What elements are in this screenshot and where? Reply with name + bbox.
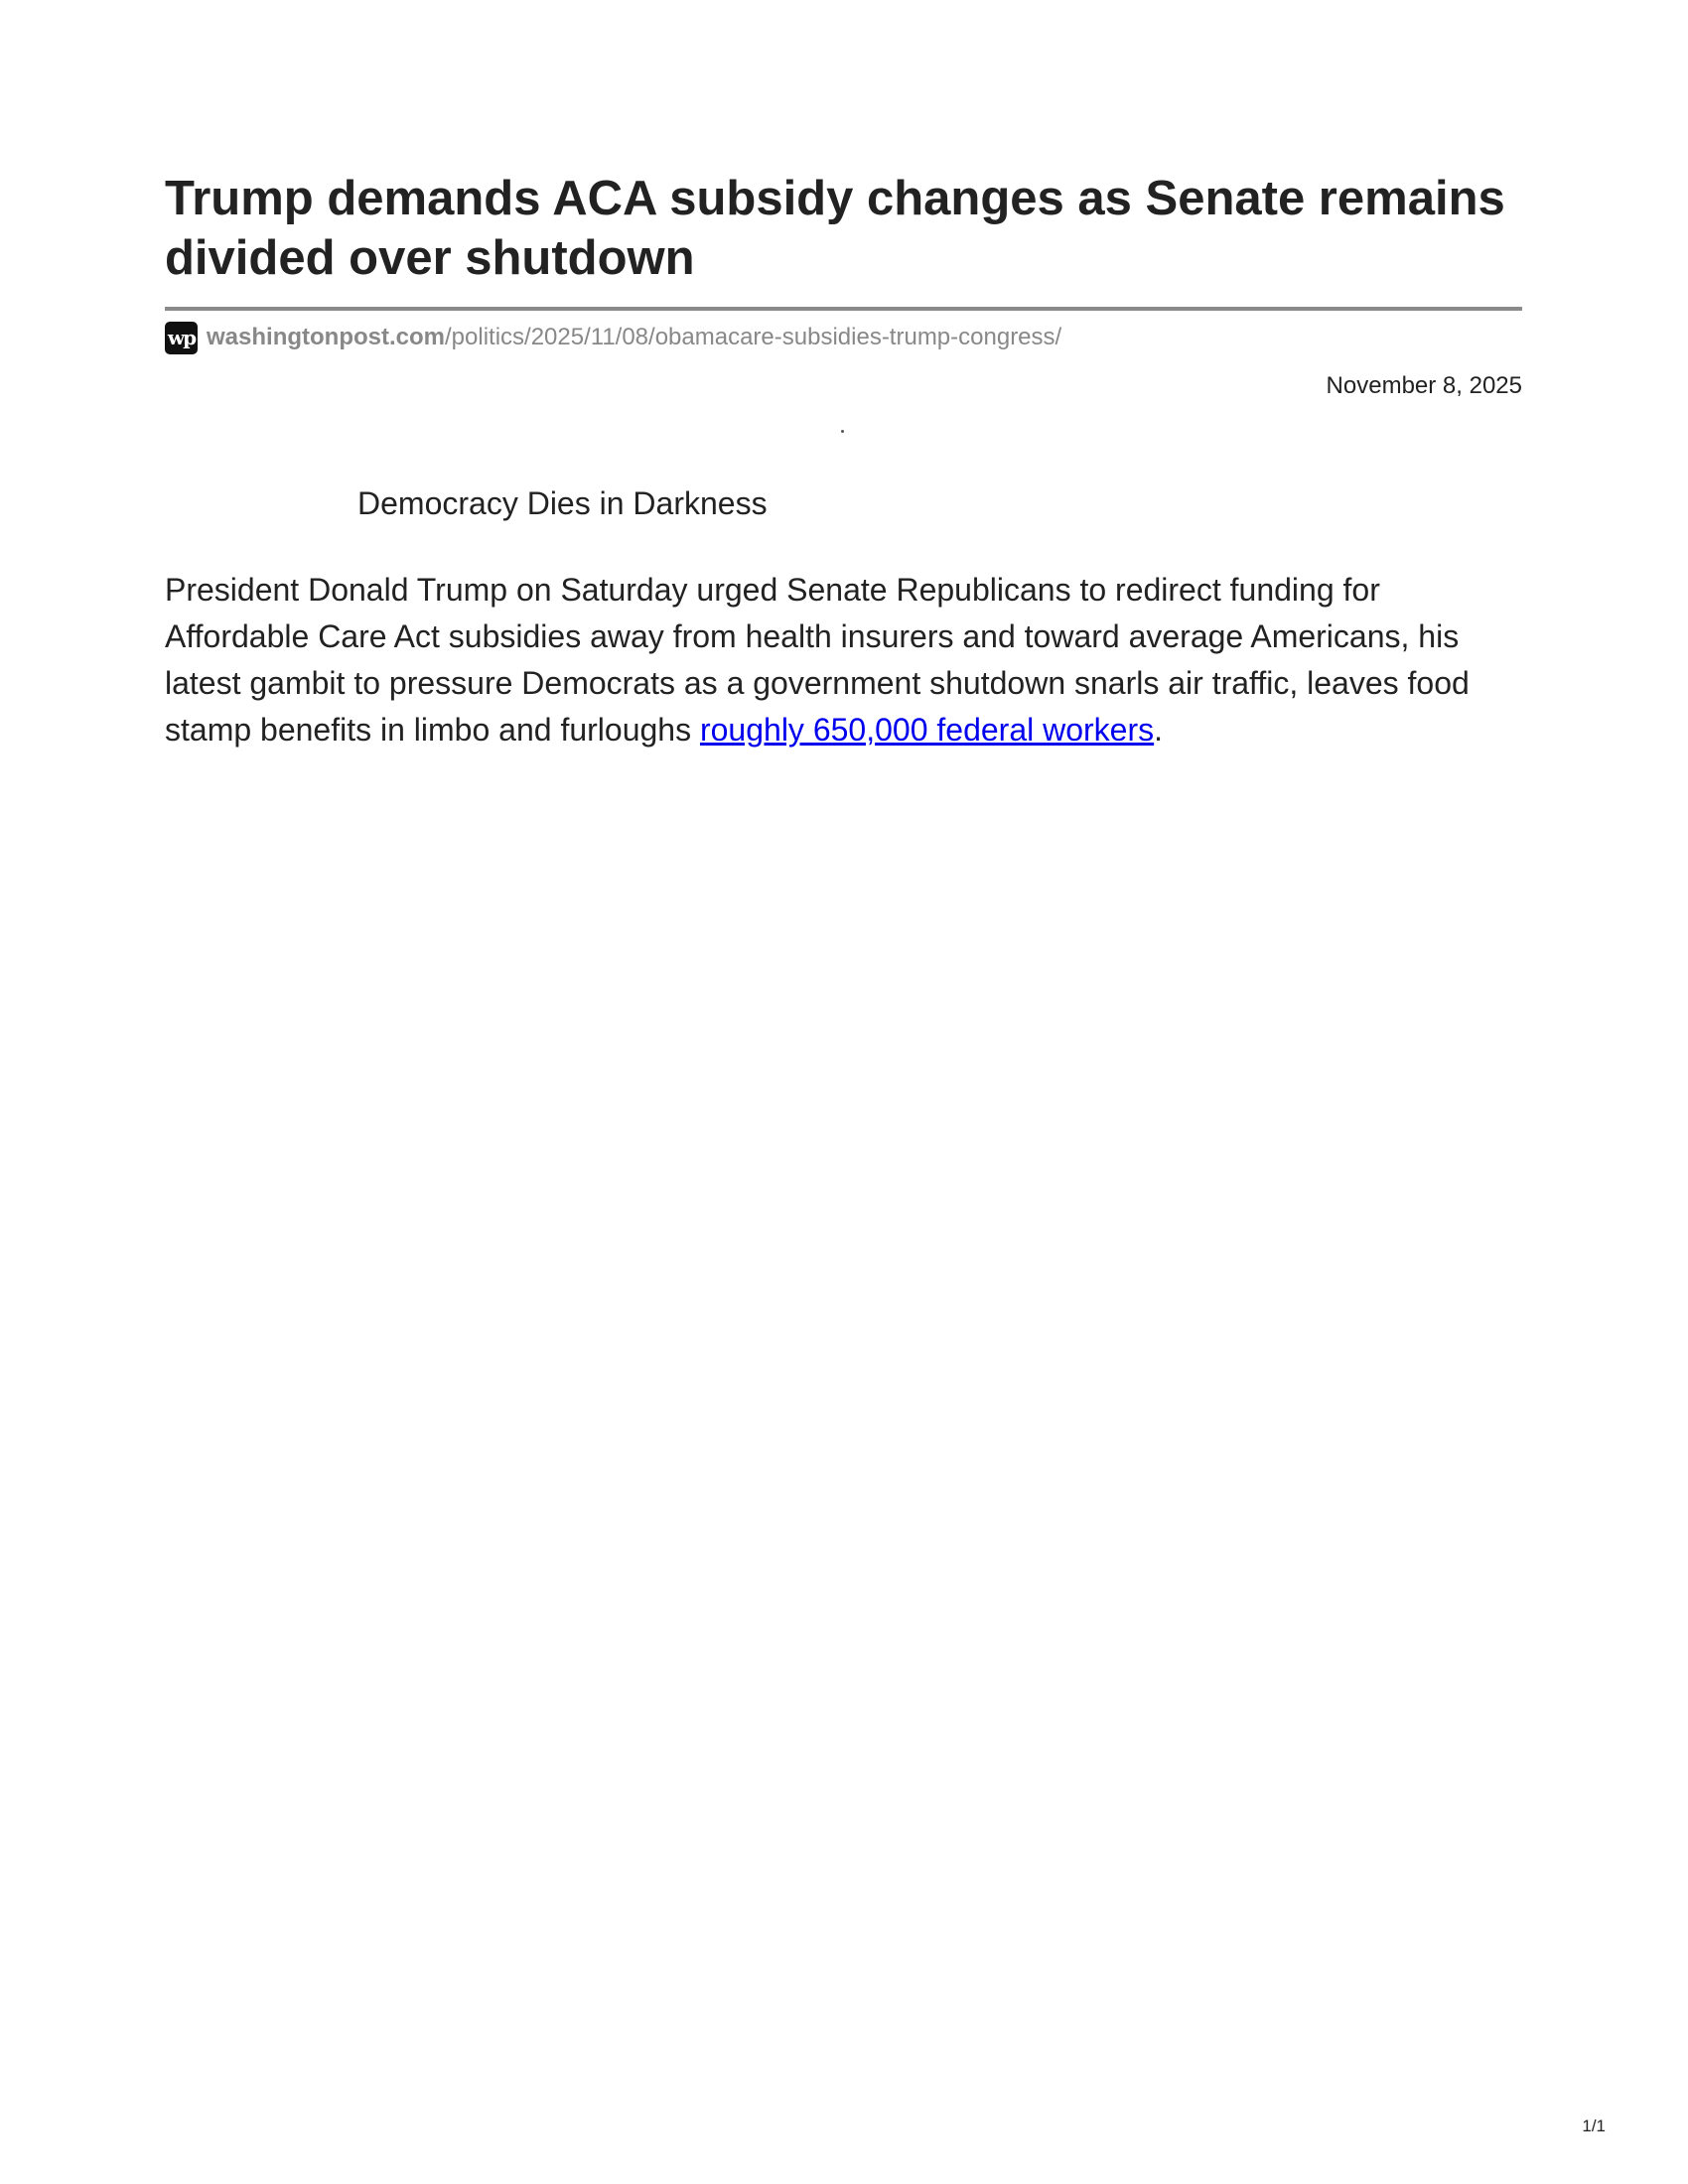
federal-workers-link[interactable]: roughly 650,000 federal workers [699, 712, 1155, 748]
article-body-paragraph [165, 567, 1525, 753]
source-domain: washingtonpost.com [207, 324, 445, 350]
decorative-dot [841, 430, 844, 433]
washington-post-logo-icon: wp [165, 322, 198, 354]
body-text: President Donald Trump on Saturday urged Senate Republicans to redirect funding for Affordable Care Act subsidies away from health insurers and toward average Americans, his latest gambit to pressure Democrats as a government shutdown snarls air traffic, leaves food stamp benefits in limbo and furloughs [165, 572, 1470, 748]
publication-tagline: Democracy Dies in Darkness [357, 485, 768, 521]
headline-divider [165, 307, 1522, 311]
page-number: 1/1 [1582, 2116, 1606, 2135]
article-date: November 8, 2025 [1326, 372, 1522, 399]
article-headline: Trump demands ACA subsidy changes as Senate remains divided over shutdown [165, 172, 1505, 285]
body-end-punctuation: . [1154, 712, 1164, 748]
source-url[interactable] [165, 321, 1061, 354]
source-path: /politics/2025/11/08/obamacare-subsidies-trump-congress/ [445, 324, 1062, 350]
